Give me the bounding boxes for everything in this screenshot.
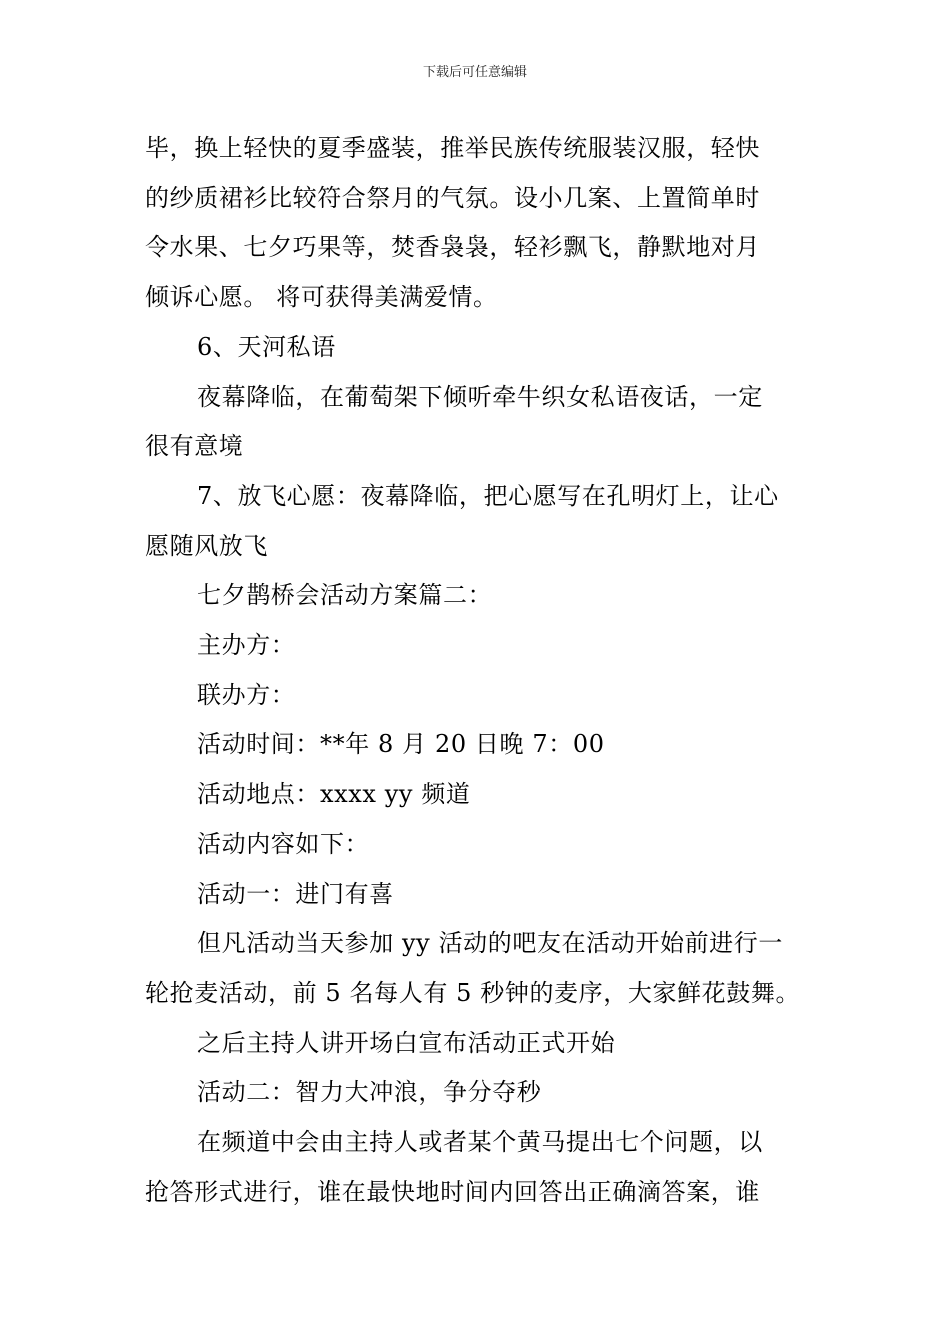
paragraph-line: 但凡活动当天参加 yy 活动的吧友在活动开始前进行一 bbox=[197, 929, 783, 958]
page-header bbox=[0, 64, 950, 82]
paragraph-line: 主办方： bbox=[197, 631, 296, 660]
document-body bbox=[145, 124, 807, 1217]
section-heading: 6、天河私语 bbox=[197, 332, 336, 361]
paragraph-line: 活动地点：xxxx yy 频道 bbox=[197, 780, 471, 809]
paragraph-line: 活动时间：**年 8 月 20 日晚 7：00 bbox=[197, 730, 605, 759]
paragraph-line: 倾诉心愿。 将可获得美满爱情。 bbox=[145, 283, 498, 312]
paragraph-line: 令水果、七夕巧果等，焚香袅袅，轻衫飘飞，静默地对月 bbox=[145, 233, 760, 262]
paragraph-line: 轮抢麦活动，前 5 名每人有 5 秒钟的麦序，大家鲜花鼓舞。 bbox=[145, 978, 801, 1007]
paragraph-line: 在频道中会由主持人或者某个黄马提出七个问题，以 bbox=[197, 1128, 763, 1157]
section-heading: 活动一：进门有喜 bbox=[197, 879, 394, 908]
paragraph-line: 很有意境 bbox=[145, 432, 244, 461]
paragraph-line: 的纱质裙衫比较符合祭月的气氛。设小几案、上置简单时 bbox=[145, 183, 760, 212]
paragraph-line: 联办方： bbox=[197, 680, 296, 709]
paragraph-line: 抢答形式进行，谁在最快地时间内回答出正确滴答案，谁 bbox=[145, 1177, 760, 1206]
section-heading: 七夕鹊桥会活动方案篇二： bbox=[197, 581, 493, 610]
paragraph-line: 毕，换上轻快的夏季盛装，推举民族传统服装汉服，轻快 bbox=[145, 134, 760, 162]
section-heading: 活动二：智力大冲浪，争分夺秒 bbox=[197, 1078, 542, 1107]
paragraph-line: 夜幕降临，在葡萄架下倾听牵牛织女私语夜话，一定 bbox=[197, 382, 763, 411]
header-note: 下载后可任意编辑 bbox=[422, 65, 527, 80]
paragraph-line: 愿随风放飞 bbox=[145, 531, 268, 560]
section-heading: 7、放飞心愿：夜幕降临，把心愿写在孔明灯上，让心 bbox=[197, 481, 779, 510]
paragraph-line: 之后主持人讲开场白宣布活动正式开始 bbox=[197, 1028, 616, 1057]
paragraph-line: 活动内容如下： bbox=[197, 829, 370, 858]
